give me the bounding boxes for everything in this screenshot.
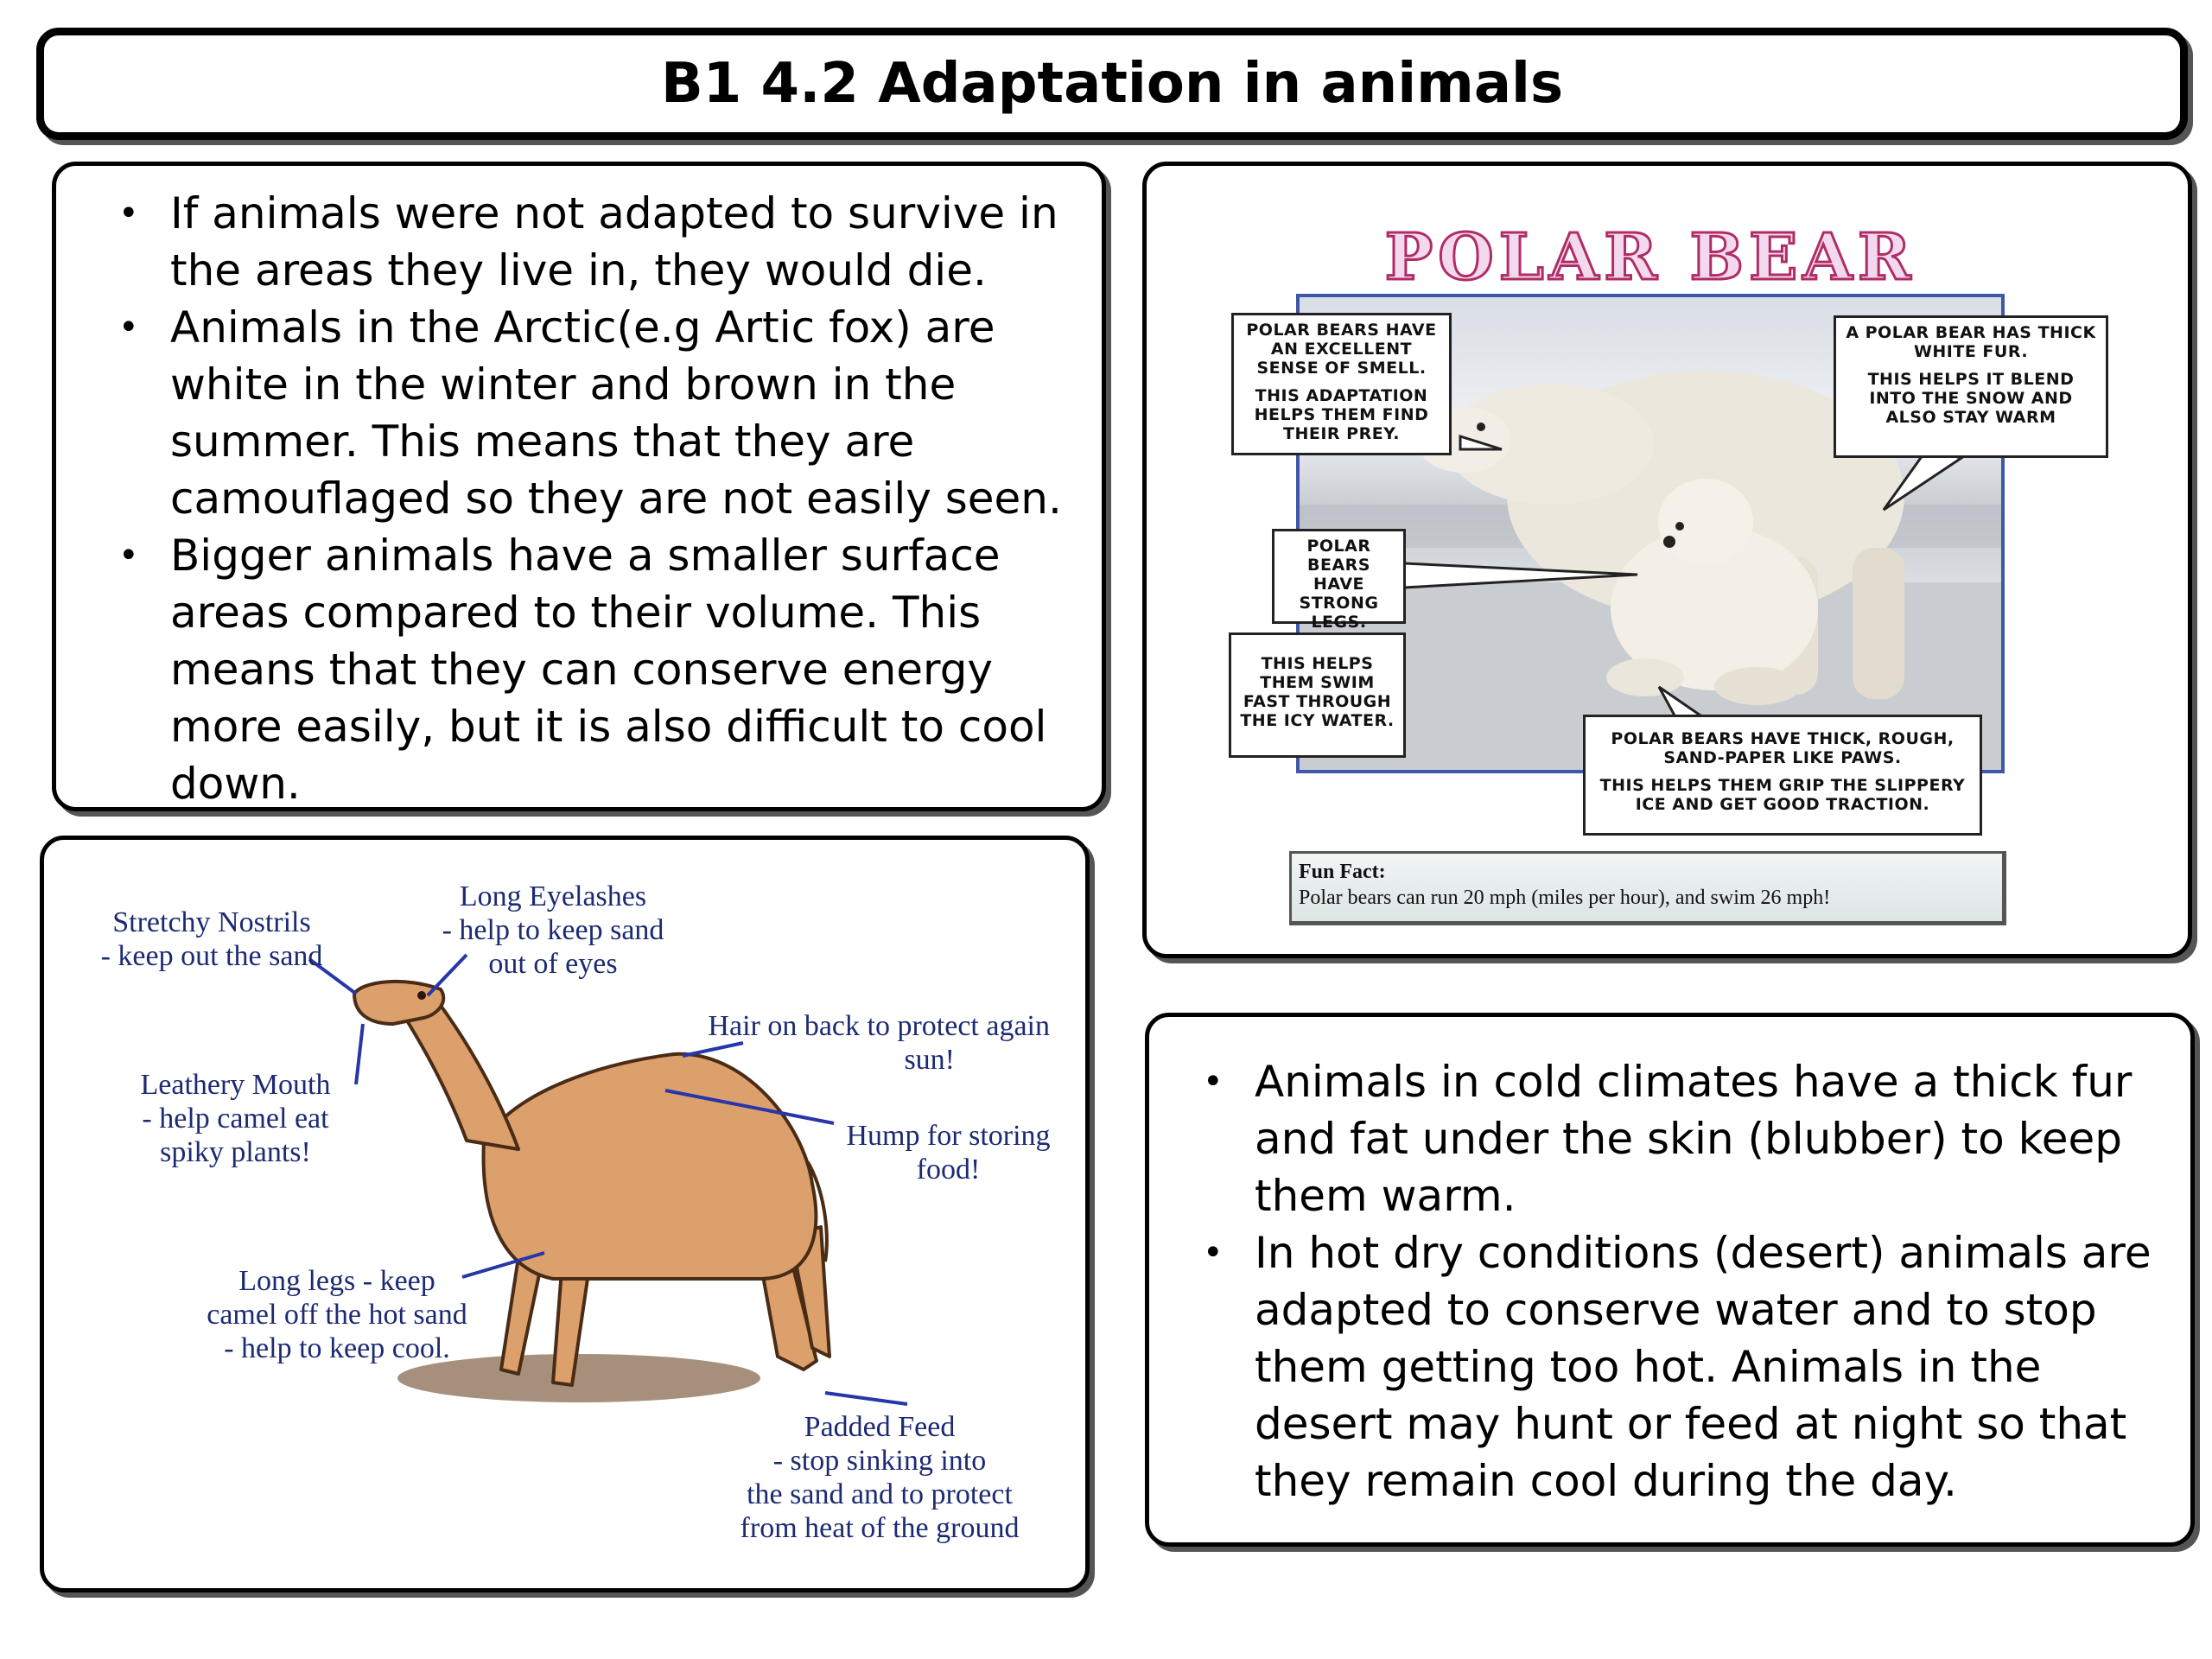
callout-text: THIS HELPS THEM GRIP THE SLIPPERY ICE AND GET GOOD TRACTION.: [1599, 776, 1966, 814]
label-hump: [825, 1119, 1071, 1186]
fun-fact-text: Polar bears can run 20 mph (miles per hour), and swim 26 mph!: [1299, 887, 1831, 909]
bullet-item: • If animals were not adapted to survive in the areas they live in, they would die.: [56, 185, 1102, 299]
callout-text: THIS ADAPTATION HELPS THEM FIND THEIR PREY.: [1254, 386, 1429, 443]
callout-text: A POLAR BEAR HAS THICK WHITE FUR.: [1846, 323, 2096, 361]
label-line: from heat of the ground: [740, 1512, 1020, 1544]
callout-text: THIS HELPS THEM SWIM FAST THROUGH THE ICY WATER.: [1240, 654, 1395, 730]
label-line: - keep out the sand: [100, 940, 323, 972]
polar-bear-heading: POLAR BEAR: [1384, 220, 1916, 295]
callout-text: POLAR BEARS HAVE STRONG LEGS.: [1299, 537, 1379, 632]
bullet-item: • Bigger animals have a smaller surface areas compared to their volume. This means that they can conserve energy more easily, but it is also difficult to cool down.: [56, 527, 1102, 812]
label-line: - help camel eat: [142, 1103, 329, 1135]
label-line: - stop sinking into: [772, 1445, 987, 1477]
label-eyelashes: [419, 880, 687, 981]
label-line: Stretchy Nostrils: [112, 906, 311, 938]
label-legs: [177, 1264, 497, 1365]
bullet-item: • Animals in the Arctic(e.g Artic fox) are white in the winter and brown in the summer. This means that they are camouflaged so they are not easily seen.: [56, 299, 1102, 527]
fun-fact-heading: Fun Fact:: [1299, 861, 1386, 883]
bullet-item: • In hot dry conditions (desert) animals are adapted to conserve water and to stop them getting too hot. Animals in the desert may hunt or feed at night so that they remain cool during the day.: [1149, 1224, 2190, 1510]
callout-text: THIS HELPS IT BLEND INTO THE SNOW AND ALSO STAY WARM: [1867, 370, 2075, 427]
label-line: - help to keep cool.: [224, 1332, 450, 1364]
label-line: out of eyes: [488, 948, 618, 980]
climate-adaptation-panel: [1145, 1013, 2195, 1547]
label-feet: [715, 1410, 1044, 1545]
label-hair: [631, 1009, 1050, 1077]
label-line: food!: [916, 1154, 981, 1185]
callout-text: POLAR BEARS HAVE THICK, ROUGH, SAND-PAPER LIKE PAWS.: [1611, 729, 1955, 767]
callout-text: POLAR BEARS HAVE AN EXCELLENT SENSE OF SMELL.: [1246, 321, 1437, 378]
climate-bullet-list: [1149, 1053, 2190, 1510]
label-line: - help to keep sand: [442, 914, 664, 946]
label-line: Padded Feed: [804, 1411, 956, 1443]
label-line: spiky plants!: [160, 1136, 311, 1168]
label-line: sun!: [904, 1044, 955, 1076]
label-line: Leathery Mouth: [140, 1069, 331, 1101]
page-title: B1 4.2 Adaptation in animals: [660, 52, 1564, 116]
label-mouth: [117, 1068, 354, 1169]
label-line: the sand and to protect: [747, 1478, 1013, 1510]
label-line: Long legs - keep: [238, 1265, 435, 1297]
label-line: Long Eyelashes: [459, 880, 647, 912]
label-nostrils: [78, 906, 346, 973]
label-line: camel off the hot sand: [207, 1299, 467, 1331]
bullet-item: • Animals in cold climates have a thick fur and fat under the skin (blubber) to keep them warm.: [1149, 1053, 2190, 1224]
label-line: Hump for storing: [846, 1120, 1051, 1152]
label-line: Hair on back to protect again: [708, 1010, 1050, 1042]
